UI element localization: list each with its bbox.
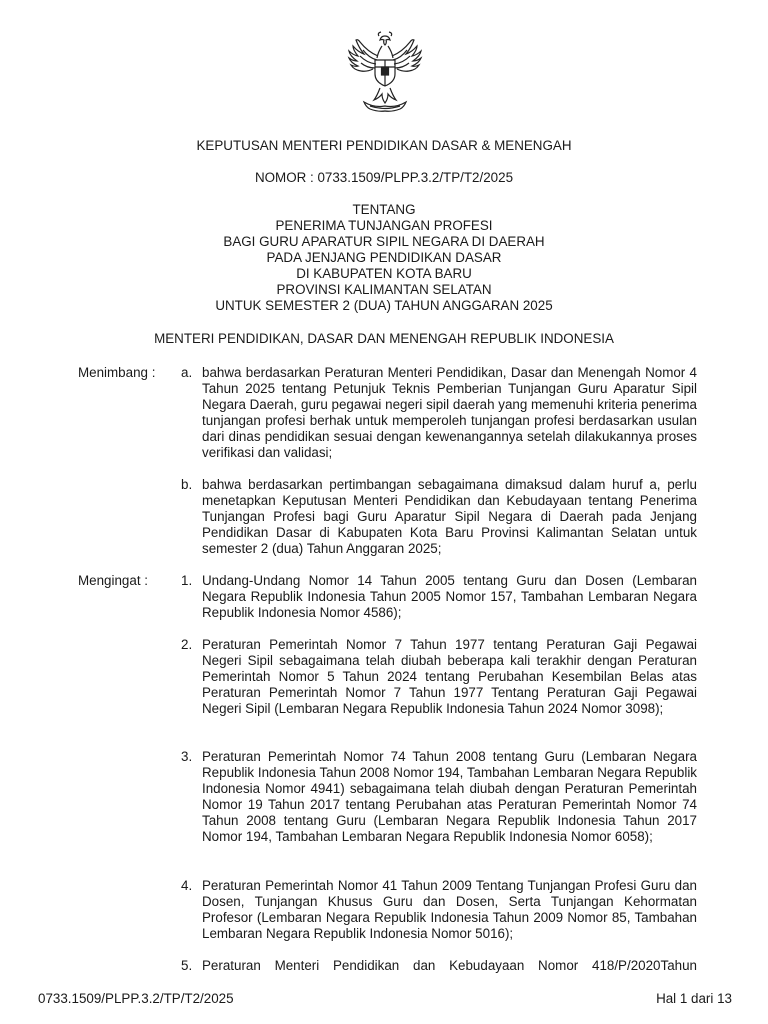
menimbang-item-b: bahwa berdasarkan pertimbangan sebagaimana dimaksud dalam huruf a, perlu menetapkan Keputusan Menteri Pendidikan dan Kebudayaan tentang Penerima Tunjangan Profesi bagi Guru Aparatur Sipil Negara di Daerah pada Jenjang Pendidikan Dasar di Kabupaten Kota Baru Provinsi Kalimantan Selatan untuk semester 2 (dua) Tahun Anggaran 2025; [202,477,697,556]
footer-page-number: Hal 1 dari 13 [656,991,732,1006]
minister-heading: MENTERI PENDIDIKAN, DASAR DAN MENENGAH REPUBLIK INDONESIA [154,331,614,346]
document-number: NOMOR : 0733.1509/PLPP.3.2/TP/T2/2025 [254,170,514,185]
item-marker: 3. [181,749,193,764]
mengingat-item-3: Peraturan Pemerintah Nomor 74 Tahun 2008 tentang Guru (Lembaran Negara Republik Indonesia Tahun 2008 Nomor 194, Tambahan Lembaran Negara Republik Indonesia Nomor 4941) sebagaimana telah diubah dengan Peraturan Pemerintah Nomor 19 Tahun 2017 tentang Perubahan atas Peraturan Pemerintah Nomor 74 Tahun 2008 tentang Guru (Lembaran Negara Republik Indonesia Tahun 2017 Nomor 194, Tambahan Lembaran Negara Republik Indonesia Nomor 6058); [202,749,697,844]
item-marker: 4. [181,878,193,893]
footer-doc-number: 0733.1509/PLPP.3.2/TP/T2/2025 [38,991,234,1006]
mengingat-item-1: Undang-Undang Nomor 14 Tahun 2005 tentang Guru dan Dosen (Lembaran Negara Republik Indonesia Tahun 2005 Nomor 157, Tambahan Lembaran Negara Republik Indonesia Nomor 4586); [202,573,697,620]
garuda-emblem-icon [342,30,428,116]
subject-line: TENTANG [352,202,416,217]
mengingat-item-2: Peraturan Pemerintah Nomor 7 Tahun 1977 tentang Peraturan Gaji Pegawai Negeri Sipil sebagaimana telah diubah beberapa kali terakhir dengan Peraturan Pemerintah Nomor 5 Tahun 2024 tentang Perubahan Kesembilan Belas atas Peraturan Pemerintah Nomor 7 Tahun 1977 Tentang Peraturan Gaji Pegawai Negeri Sipil (Lembaran Negara Republik Indonesia Tahun 2024 Nomor 3098); [202,637,697,716]
mengingat-item-4: Peraturan Pemerintah Nomor 41 Tahun 2009 Tentang Tunjangan Profesi Guru dan Dosen, Tunjangan Khusus Guru dan Dosen, Serta Tunjangan Kehormatan Profesor (Lembaran Negara Republik Indonesia Tahun 2009 Nomor 85, Tambahan Lembaran Negara Republik Indonesia Nomor 5016); [202,878,697,941]
subject-line: PENERIMA TUNJANGAN PROFESI [275,218,493,233]
document-title: KEPUTUSAN MENTERI PENDIDIKAN DASAR & MENENGAH [196,138,572,153]
subject-line: PADA JENJANG PENDIDIKAN DASAR [266,250,502,265]
subject-line: BAGI GURU APARATUR SIPIL NEGARA DI DAERAH [223,234,545,249]
item-marker: 2. [181,637,193,652]
item-marker: a. [181,365,193,380]
item-marker: 1. [181,573,193,588]
item-marker: 5. [181,958,193,973]
mengingat-item-5: Peraturan Menteri Pendidikan dan Kebudayaan Nomor 418/P/2020Tahun [202,958,697,973]
mengingat-label: Mengingat : [78,573,148,588]
subject-line: DI KABUPATEN KOTA BARU [296,266,472,281]
subject-line: UNTUK SEMESTER 2 (DUA) TAHUN ANGGARAN 2025 [215,298,553,313]
menimbang-label: Menimbang : [78,365,156,380]
menimbang-item-a: bahwa berdasarkan Peraturan Menteri Pendidikan, Dasar dan Menengah Nomor 4 Tahun 2025 tentang Petunjuk Teknis Pemberian Tunjangan Guru Aparatur Sipil Negara Daerah, guru pegawai negeri sipil daerah yang memenuhi kriteria penerima tunjangan profesi berhak untuk memperoleh tunjangan profesi berdasarkan usulan dari dinas pendidikan sesuai dengan kewenangannya setelah dilakukannya proses verifikasi dan validasi; [202,365,697,460]
subject-line: PROVINSI KALIMANTAN SELATAN [276,282,492,297]
item-marker: b. [181,477,193,492]
